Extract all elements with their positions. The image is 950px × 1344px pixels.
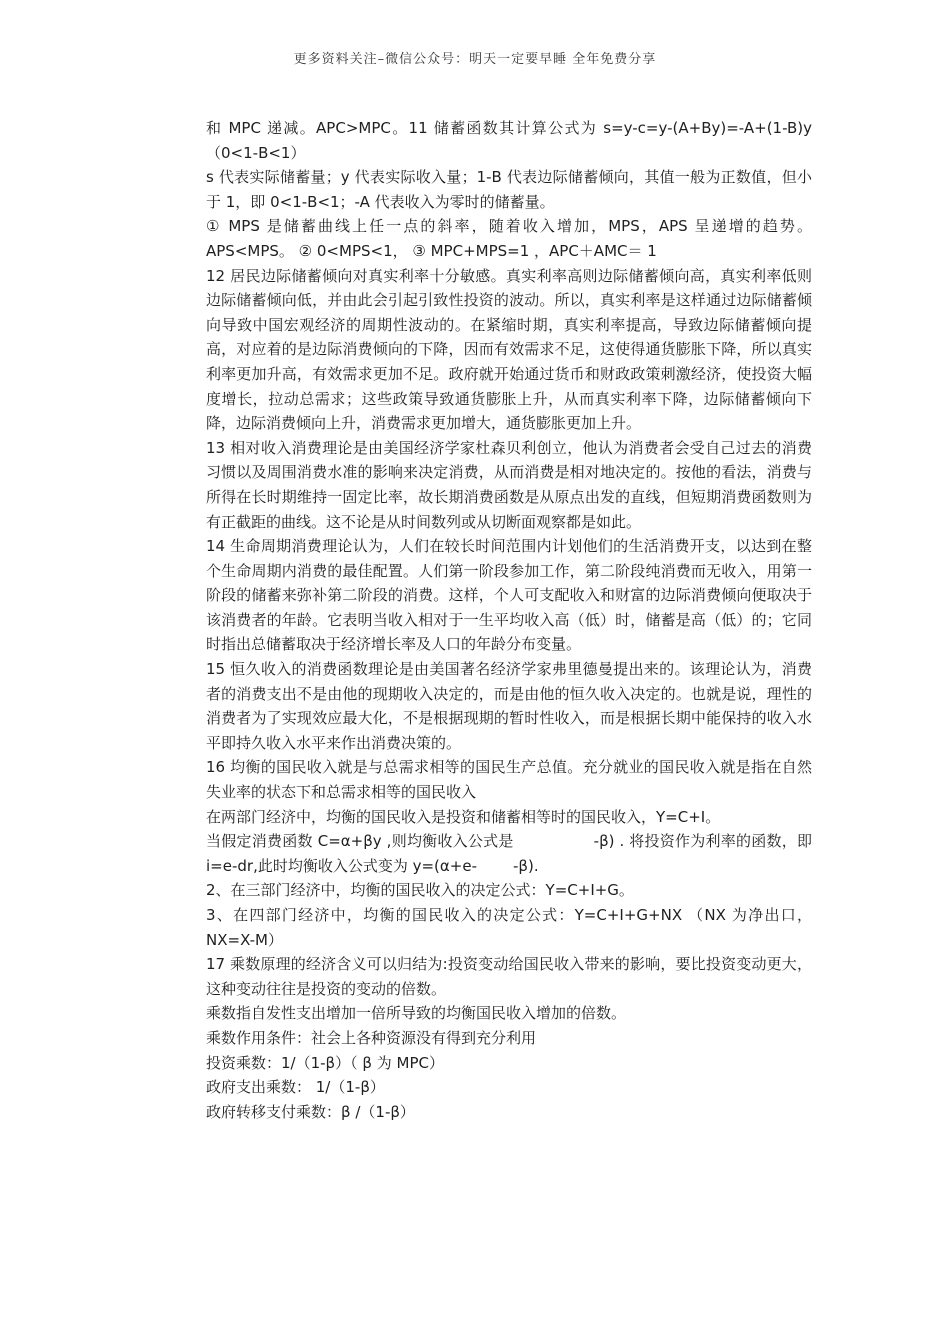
paragraph-15: 15 恒久收入的消费函数理论是由美国著名经济学家弗里德曼提出来的。该理论认为，消费者的消费支出不是由他的现期收入决定的，而是由他的恒久收入决定的。也就是说，理性的消费者为了实现效应最大化，不是根据现期的暂时性收入，而是根据长期中能保持的收入水平即持久收入水平来作出消费决策的。 <box>206 660 812 752</box>
paragraph-government-spending-multiplier: 政府支出乘数： 1/（1-β） <box>206 1078 385 1097</box>
paragraph-investment-multiplier: 投资乘数：1/（1-β）（ β 为 MPC） <box>206 1053 444 1072</box>
page-header: 更多资料关注–微信公众号：明天一定要早睡 全年免费分享 <box>293 52 657 67</box>
formula-text-b: -β) . 将投资作为利率的函数，即 i=e-dr,此时均衡收入公式变为 y=(α+e- <box>206 832 812 875</box>
formula-text-c: -β). <box>513 856 539 875</box>
paragraph-multiplier-condition: 乘数作用条件：社会上各种资源没有得到充分利用 <box>206 1028 537 1047</box>
formula-text-a: 当假定消费函数 C=α+βy ,则均衡收入公式是 <box>206 832 514 851</box>
paragraph-16: 16 均衡的国民收入就是与总需求相等的国民生产总值。充分就业的国民收入就是指在自然失业率的状态下和总需求相等的国民收入 <box>206 758 812 802</box>
paragraph-savings-function: 和 MPC 递减。APC>MPC。11 储蓄函数其计算公式为 s=y-c=y-(A+By)=-A+(1-B)y （0<1-B<1） <box>206 119 812 162</box>
paragraph-17: 17 乘数原理的经济含义可以归结为:投资变动给国民收入带来的影响，要比投资变动更大，这种变动往往是投资的变动的倍数。 <box>206 955 812 998</box>
paragraph-13: 13 相对收入消费理论是由美国经济学家杜森贝利创立，他认为消费者会受自己过去的消费习惯以及周围消费水准的影响来决定消费，从而消费是相对地决定的。按他的看法，消费与所得在长时期维持一固定比率，故长期消费函数是从原点出发的直线，但短期消费函数则为有正截距的曲线。这不论是从时间数列或从切断面观察都是如此。 <box>206 438 812 531</box>
paragraph-14: 14 生命周期消费理论认为，人们在较长时间范围内计划他们的生活消费开支，以达到在整个生命周期内消费的最佳配置。人们第一阶段参加工作，第二阶段纯消费而无收入，用第一阶段的储蓄来弥补第二阶段的消费。这样，个人可支配收入和财富的边际消费倾向便取决于该消费者的年龄。它表明当收入相对于一生平均收入高（低）时，储蓄是高（低）的；它同时指出总储蓄取决于经济增长率及人口的年龄分布变量。 <box>206 537 812 654</box>
paragraph-four-sector: 3、在四部门经济中，均衡的国民收入的决定公式：Y=C+I+G+NX （NX 为净出口，NX=X-M） <box>206 906 812 949</box>
paragraph-three-sector: 2、在三部门经济中，均衡的国民收入的决定公式：Y=C+I+G。 <box>206 881 634 900</box>
paragraph-two-sector: 在两部门经济中，均衡的国民收入是投资和储蓄相等时的国民收入，Y=C+I。 <box>206 807 721 826</box>
paragraph-savings-variables: s 代表实际储蓄量；y 代表实际收入量；1-B 代表边际储蓄倾向，其值一般为正数值，但小于 1，即 0<1-B<1；-A 代表收入为零时的储蓄量。 <box>206 168 812 211</box>
paragraph-equilibrium-formula <box>206 829 812 878</box>
paragraph-multiplier-definition: 乘数指自发性支出增加一倍所导致的均衡国民收入增加的倍数。 <box>206 1004 627 1023</box>
document-body <box>206 116 812 1124</box>
paragraph-mps-properties: ① MPS 是储蓄曲线上任一点的斜率，随着收入增加，MPS，APS 呈递增的趋势。APS<MPS。 ② 0<MPS<1， ③ MPC+MPS=1 ，APC＋AMC＝ 1 <box>206 217 812 260</box>
paragraph-transfer-multiplier: 政府转移支付乘数：β /（1-β） <box>206 1102 415 1121</box>
paragraph-12: 12 居民边际储蓄倾向对真实利率十分敏感。真实利率高则边际储蓄倾向高，真实利率低则边际储蓄倾向低，并由此会引起引致性投资的波动。所以，真实利率是这样通过边际储蓄倾向导致中国宏观经济的周期性波动的。在紧缩时期，真实利率提高，导致边际储蓄倾向提高，对应着的是边际消费倾向的下降，因而有效需求不足，这使得通货膨胀下降，所以真实利率更加升高，有效需求更加不足。政府就开始通过货币和财政政策刺激经济，使投资大幅度增长，拉动总需求；这些政策导致通货膨胀上升，从而真实利率下降，边际储蓄倾向下降，边际消费倾向上升，消费需求更加增大，通货膨胀更加上升。 <box>206 266 812 433</box>
